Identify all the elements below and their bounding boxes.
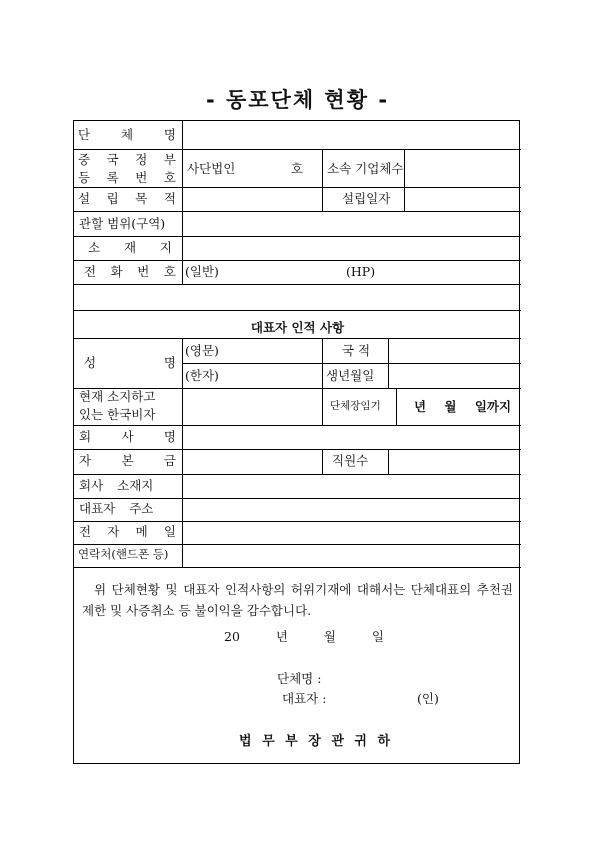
name-eng-label: (영문) xyxy=(185,343,219,358)
contact-field[interactable] xyxy=(182,544,521,567)
label-email xyxy=(79,526,176,539)
label-tenure: 단체장임기 xyxy=(330,400,381,412)
label-segment: 설 xyxy=(78,191,91,206)
reg-suffix: 호 xyxy=(291,161,304,176)
column-divider xyxy=(322,338,323,425)
label-segment: 본 xyxy=(121,453,134,468)
company-field[interactable] xyxy=(182,425,521,449)
label-contact: 연락처(핸드폰 등) xyxy=(78,547,169,561)
name-han-label: (한자) xyxy=(185,368,219,383)
column-divider xyxy=(322,449,323,474)
rep-addr-field[interactable] xyxy=(182,498,521,521)
label-segment: 명 xyxy=(163,355,176,370)
label-purpose xyxy=(78,193,176,206)
declaration-text: 위 단체현황 및 대표자 인적사항의 허위기재에 대해서는 단체대표의 추천권 제한 및 사증취소 등 불이익을 감수합니다. xyxy=(82,582,513,618)
row-divider xyxy=(74,260,521,261)
label-segment: 체 xyxy=(120,127,134,142)
date-line: 20 년 월 일 xyxy=(224,629,384,644)
rep-signature-label: 대표자 : xyxy=(282,691,327,706)
tenure-value: 년 월 일까지 xyxy=(414,399,512,414)
label-segment: 화 xyxy=(110,264,123,279)
label-segment: 중 xyxy=(78,152,91,167)
row-divider xyxy=(74,310,521,311)
label-segment: 전 xyxy=(84,264,97,279)
capital-field[interactable] xyxy=(182,449,322,474)
label-segment: 금 xyxy=(163,453,176,468)
birthdate-field[interactable] xyxy=(388,363,521,388)
page-title: - 동포단체 현황 - xyxy=(205,88,390,112)
label-founded: 설립일자 xyxy=(342,191,391,206)
employees-field[interactable] xyxy=(388,449,521,474)
label-capital xyxy=(79,455,176,468)
label-segment: 일 xyxy=(163,524,176,539)
label-rep-addr: 대표자 주소 xyxy=(79,501,154,516)
label-segment: 소 xyxy=(88,240,101,255)
label-rep-name xyxy=(84,357,176,370)
rep-section-heading: 대표자 인적 사항 xyxy=(250,320,345,335)
label-jurisdiction: 관할 범위(구역) xyxy=(79,216,166,231)
row-divider xyxy=(74,284,521,285)
label-company-addr: 회사 소재지 xyxy=(79,478,154,493)
label-segment: 명 xyxy=(163,127,176,142)
label-segment: 자 xyxy=(107,524,120,539)
column-divider xyxy=(396,388,397,425)
visa-field[interactable] xyxy=(182,388,322,425)
label-segment: 명 xyxy=(163,429,176,444)
label-segment: 호 xyxy=(163,170,176,185)
label-visa-line1: 현재 소지하고 xyxy=(79,389,156,404)
label-segment: 사 xyxy=(121,429,134,444)
member-count-field[interactable] xyxy=(404,149,521,187)
reg-prefix: 사단법인 xyxy=(187,161,236,176)
email-field[interactable] xyxy=(182,521,521,544)
label-segment: 번 xyxy=(135,170,148,185)
label-segment: 립 xyxy=(106,191,119,206)
label-segment: 목 xyxy=(135,191,148,206)
nationality-field[interactable] xyxy=(388,338,521,363)
purpose-field[interactable] xyxy=(182,187,322,211)
label-reg-line2 xyxy=(78,172,176,185)
label-segment: 메 xyxy=(135,524,148,539)
label-nationality: 국 적 xyxy=(341,343,371,358)
label-phone xyxy=(84,266,176,279)
label-segment: 부 xyxy=(163,152,176,167)
founded-field[interactable] xyxy=(404,187,521,211)
label-company xyxy=(79,431,176,444)
company-addr-field[interactable] xyxy=(182,474,521,498)
label-segment: 재 xyxy=(123,240,137,255)
label-location xyxy=(88,242,172,255)
registration-form xyxy=(73,120,520,764)
label-segment: 회 xyxy=(79,429,92,444)
label-member-count: 소속 기업체수 xyxy=(327,161,404,176)
label-birthdate: 생년월일 xyxy=(326,368,375,383)
label-segment: 호 xyxy=(163,264,176,279)
label-segment: 국 xyxy=(106,152,119,167)
label-segment: 번 xyxy=(137,264,150,279)
phone-hp-label: (HP) xyxy=(346,264,376,279)
label-segment: 지 xyxy=(159,240,172,255)
label-employees: 직원수 xyxy=(332,453,369,468)
org-name-field[interactable] xyxy=(182,121,521,149)
label-segment: 자 xyxy=(79,453,92,468)
org-signature-label: 단체명 : xyxy=(277,671,322,686)
row-divider xyxy=(74,567,521,568)
label-segment: 적 xyxy=(163,191,176,206)
label-segment: 전 xyxy=(79,524,92,539)
jurisdiction-field[interactable] xyxy=(182,211,521,236)
phone-general-label: (일반) xyxy=(185,264,219,279)
label-reg-line1 xyxy=(78,154,176,167)
label-segment: 등 xyxy=(78,170,91,185)
seal-mark: (인) xyxy=(417,691,439,706)
label-segment: 단 xyxy=(78,127,91,142)
location-field[interactable] xyxy=(182,236,521,260)
label-org-name xyxy=(78,129,176,142)
label-visa-line2: 있는 한국비자 xyxy=(79,407,156,422)
label-segment: 록 xyxy=(106,170,119,185)
column-divider xyxy=(322,149,323,211)
label-segment: 정 xyxy=(135,152,148,167)
label-segment: 성 xyxy=(84,355,97,370)
addressee: 법 무 부 장 관 귀 하 xyxy=(239,734,391,749)
